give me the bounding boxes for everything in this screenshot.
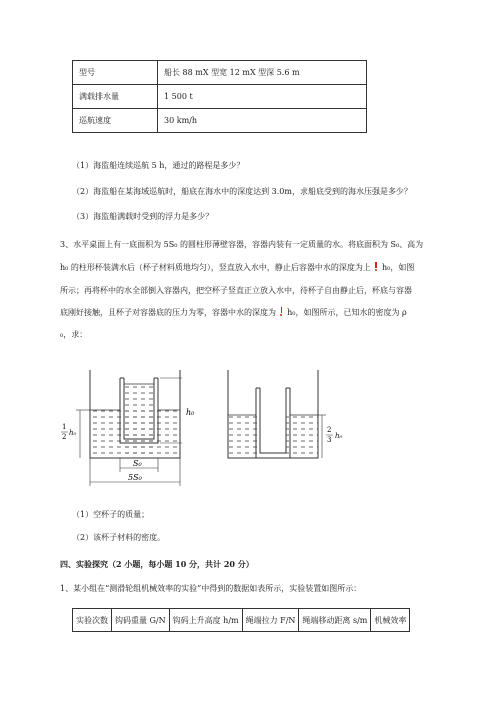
left-container-diagram	[61, 370, 195, 486]
problem3-line1: 3、水平桌面上有一底面积为 5S₀ 的圆柱形薄壁容器，容器内装有一定质量的水。将底面积为 S₀、高为	[60, 240, 424, 249]
s0-label: S₀	[133, 459, 142, 468]
right-container-diagram	[228, 370, 343, 458]
two-thirds-h: h₀	[335, 432, 343, 440]
problem3-line4a: 底刚好接触，且杯子对容器底的压力为零，容器中水的深度为	[60, 308, 276, 317]
missing-fraction-mark-icon	[279, 307, 285, 316]
question-1-3: （3）海监船满载时受到的浮力是多少？	[72, 212, 214, 221]
container-figure	[60, 360, 360, 495]
table-row	[73, 85, 367, 109]
column-header: 钩码上升高度 h/m	[169, 609, 242, 632]
spec-value: 30 km/h	[158, 109, 367, 133]
question-3-1: （1）空杯子的质量；	[72, 510, 150, 519]
experiment-intro: 1、某小组在“测滑轮组机械效率的实验”中得到的数据如表所示，实验装置如图所示：	[60, 584, 362, 593]
table-row	[73, 609, 410, 632]
problem3-line2	[60, 262, 414, 274]
problem3-line4	[60, 307, 407, 319]
column-header: 绳端移动距离 s/m	[299, 609, 371, 632]
question-1-1: （1）海监船连续巡航 5 h，通过的路程是多少？	[72, 161, 245, 170]
half-h0-num: 1	[62, 423, 67, 431]
column-header: 钩码重量 G/N	[112, 609, 170, 632]
two-thirds-num: 2	[327, 426, 332, 434]
problem3-line2b: h₀，如图	[382, 263, 415, 272]
half-h0-den: 2	[62, 433, 67, 441]
section-heading: 四、实验探究（2 小题，每小题 10 分，共计 20 分）	[60, 559, 254, 569]
h0-label: h₀	[186, 408, 195, 417]
spec-key: 型号	[73, 61, 158, 85]
experiment-table	[72, 608, 410, 632]
column-header: 绳端拉力 F/N	[242, 609, 299, 632]
missing-fraction-mark-icon	[373, 262, 379, 271]
column-header: 机械效率	[371, 609, 410, 632]
spec-key: 巡航速度	[73, 109, 158, 133]
column-header: 实验次数	[73, 609, 112, 632]
problem3-line4b: h₀，如图所示，已知水的密度为 ρ	[287, 308, 407, 317]
spec-value: 船长 88 mX 型宽 12 mX 型深 5.6 m	[158, 61, 367, 85]
table-row	[73, 109, 367, 133]
spec-value: 1 500 t	[158, 85, 367, 109]
half-h0-h: h₀	[69, 429, 77, 437]
two-thirds-den: 3	[327, 436, 332, 444]
problem3-line2a: h₀ 的柱形杯装满水后（杯子材料质地均匀），竖直放入水中，静止后容器中水的深度为上	[60, 263, 371, 272]
ship-spec-table	[72, 60, 367, 133]
question-1-2: （2）海监船在某海域巡航时，船底在海水中的深度达到 3.0m，求船底受到的海水压强是多少？	[72, 187, 412, 196]
five-s0-label: 5S₀	[128, 473, 142, 482]
problem3-line3: 所示；再将杯中的水全部倒入容器内，把空杯子竖直正立放入水中，待杯子自由静止后，杯底与容器	[60, 286, 412, 295]
spec-key: 满载排水量	[73, 85, 158, 109]
problem3-line5: ₀，求：	[60, 330, 88, 339]
question-3-2: （2）该杯子材料的密度。	[72, 533, 166, 542]
table-row	[73, 61, 367, 85]
